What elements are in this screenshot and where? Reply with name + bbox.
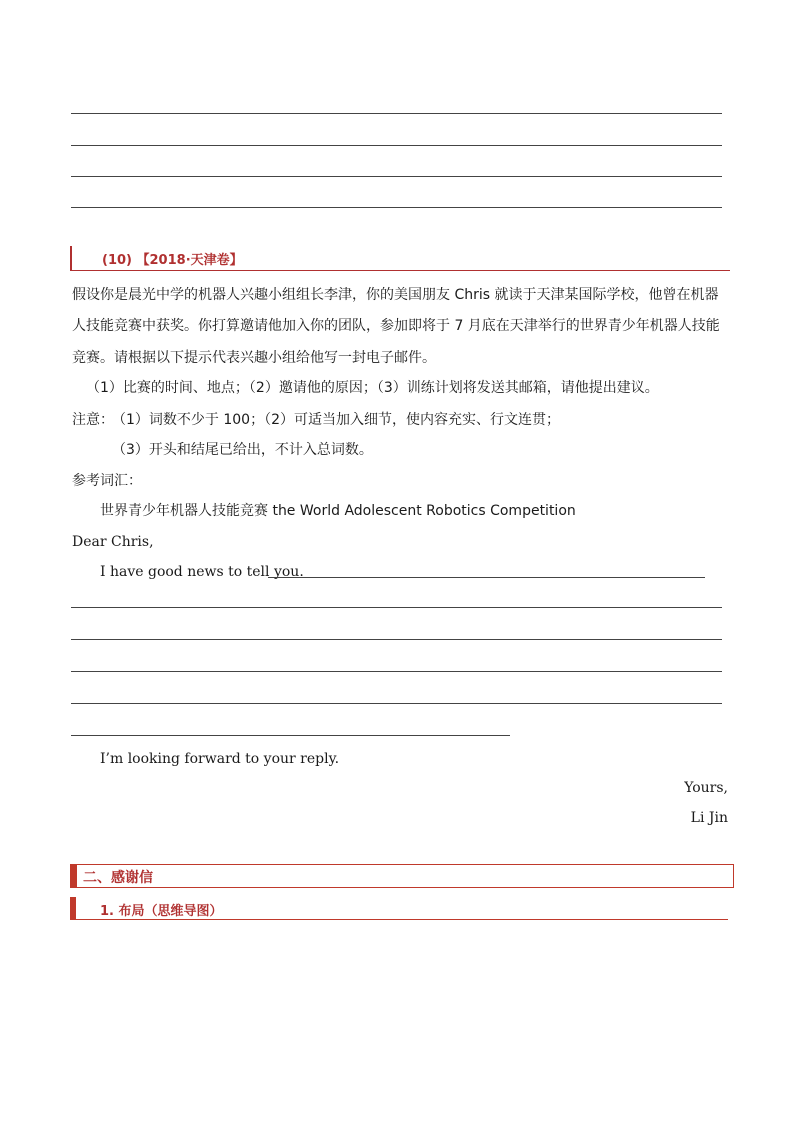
subsection-title: 1. 布局（思维导图）: [100, 904, 223, 919]
section-marker: [71, 865, 77, 887]
writing-line: [71, 113, 722, 114]
question-title: [102, 249, 243, 268]
writing-line: [268, 577, 705, 578]
vocab-label: 参考词汇：: [72, 473, 142, 489]
writing-line: [71, 176, 722, 177]
letter-greeting: Dear Chris,: [72, 534, 154, 550]
hints: （1）比赛的时间、地点；（2）邀请他的原因；（3）训练计划将发送其邮箱，请他提出建议。: [86, 380, 659, 396]
letter-closing: I’m looking forward to your reply.: [100, 751, 340, 767]
question-source: 【2018·天津卷】: [136, 253, 243, 268]
question-header: [70, 246, 730, 271]
writing-line: [71, 671, 722, 672]
question-number: (10): [102, 253, 132, 268]
writing-line: [71, 607, 722, 608]
vocab-entry: 世界青少年机器人技能竞赛 the World Adolescent Robotics Competition: [100, 503, 576, 519]
letter-signature: Li Jin: [690, 810, 728, 826]
section-title: 二、感谢信: [83, 870, 153, 886]
writing-line: [71, 703, 722, 704]
note-item: （1）词数不少于 100；（2）可适当加入细节，使内容充实、行文连贯；: [112, 412, 560, 428]
notes-label: 注意：: [72, 412, 114, 428]
subsection-marker: [70, 897, 76, 919]
writing-line: [71, 639, 722, 640]
letter-sign-off: Yours,: [684, 780, 728, 796]
writing-line: [71, 735, 510, 736]
subsection-heading: [70, 897, 728, 920]
section-heading: [70, 864, 734, 888]
writing-line: [71, 207, 722, 208]
writing-line: [71, 145, 722, 146]
note-item: （3）开头和结尾已给出，不计入总词数。: [112, 442, 373, 458]
prompt-line: 假设你是晨光中学的机器人兴趣小组组长李津，你的美国朋友 Chris 就读于天津某国际学校，他曾在机器: [72, 287, 719, 303]
prompt-line: 竞赛。请根据以下提示代表兴趣小组给他写一封电子邮件。: [72, 350, 436, 366]
letter-opening: I have good news to tell you.: [100, 564, 304, 580]
prompt-line: 人技能竞赛中获奖。你打算邀请他加入你的团队，参加即将于 7 月底在天津举行的世界青少年机器人技能: [72, 318, 720, 334]
